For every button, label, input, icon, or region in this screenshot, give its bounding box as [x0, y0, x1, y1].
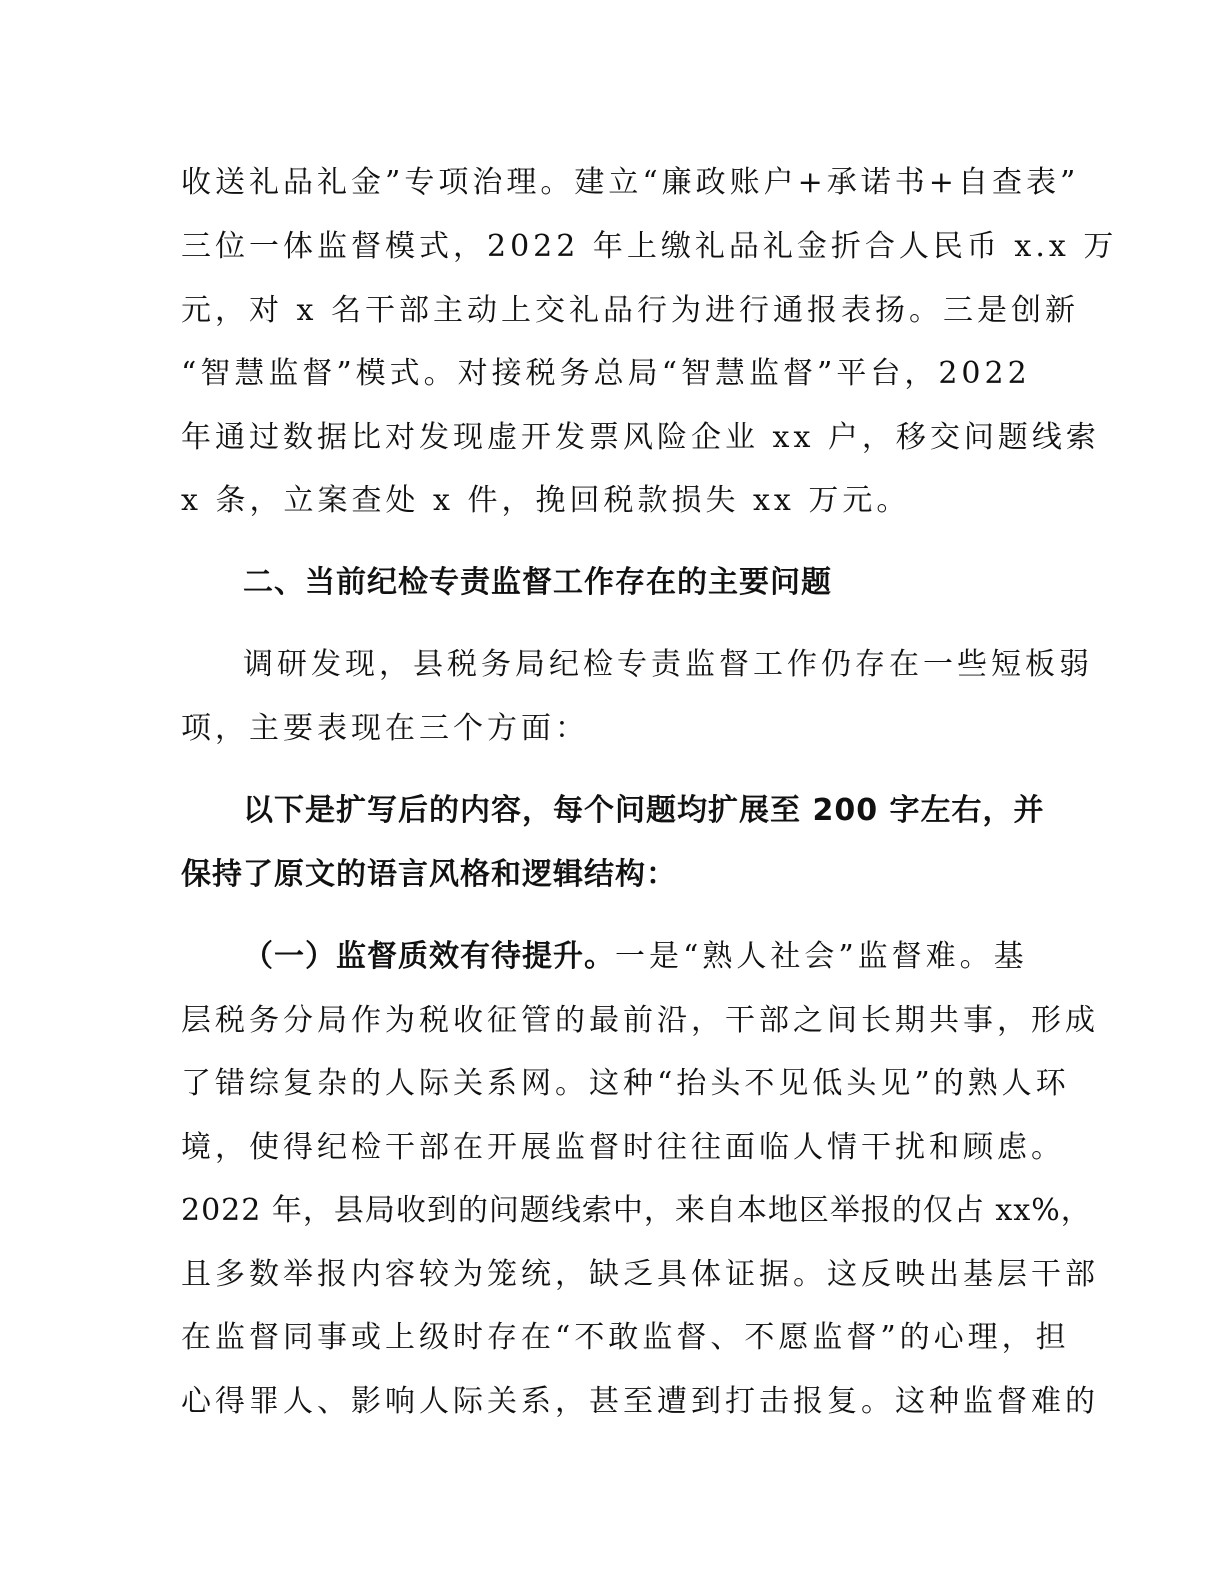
- body-line: 调研发现，县税务局纪检专责监督工作仍存在一些短板弱: [243, 647, 1093, 682]
- body-line: 收送礼品礼金”专项治理。建立“廉政账户+承诺书+自查表”: [181, 165, 1080, 200]
- body-line: 且多数举报内容较为笼统，缺乏具体证据。这反映出基层干部: [181, 1257, 1099, 1292]
- section-heading: 二、当前纪检专责监督工作存在的主要问题: [243, 565, 832, 600]
- body-line: “智慧监督”模式。对接税务总局“智慧监督”平台，2022: [181, 356, 1031, 391]
- body-line: x 条，立案查处 x 件，挽回税款损失 xx 万元。: [181, 483, 911, 518]
- body-line: [243, 937, 1028, 977]
- body-line-bold: 保持了原文的语言风格和逻辑结构：: [181, 857, 677, 892]
- body-line: 项，主要表现在三个方面：: [181, 711, 589, 746]
- subsection-lead: （一）监督质效有待提升。: [243, 939, 615, 974]
- body-line: 在监督同事或上级时存在“不敢监督、不愿监督”的心理，担: [181, 1320, 1070, 1355]
- body-line: 了错综复杂的人际关系网。这种“抬头不见低头见”的熟人环: [181, 1066, 1070, 1101]
- body-line: 2022 年，县局收到的问题线索中，来自本地区举报的仅占 xx%，: [181, 1193, 1092, 1228]
- body-line: 元，对 x 名干部主动上交礼品行为进行通报表扬。三是创新: [181, 293, 1079, 328]
- body-line: 心得罪人、影响人际关系，甚至遭到打击报复。这种监督难的: [181, 1384, 1099, 1419]
- body-line-bold: 以下是扩写后的内容，每个问题均扩展至 200 字左右，并: [243, 793, 1045, 828]
- body-line: 境，使得纪检干部在开展监督时往往面临人情干扰和顾虑。: [181, 1130, 1065, 1165]
- body-line: 层税务分局作为税收征管的最前沿，干部之间长期共事，形成: [181, 1003, 1099, 1038]
- body-line: 三位一体监督模式，2022 年上缴礼品礼金折合人民币 x.x 万: [181, 229, 1118, 264]
- body-line: 年通过数据比对发现虚开发票风险企业 xx 户，移交问题线索: [181, 420, 1100, 455]
- body-text: 一是“熟人社会”监督难。基: [615, 939, 1028, 974]
